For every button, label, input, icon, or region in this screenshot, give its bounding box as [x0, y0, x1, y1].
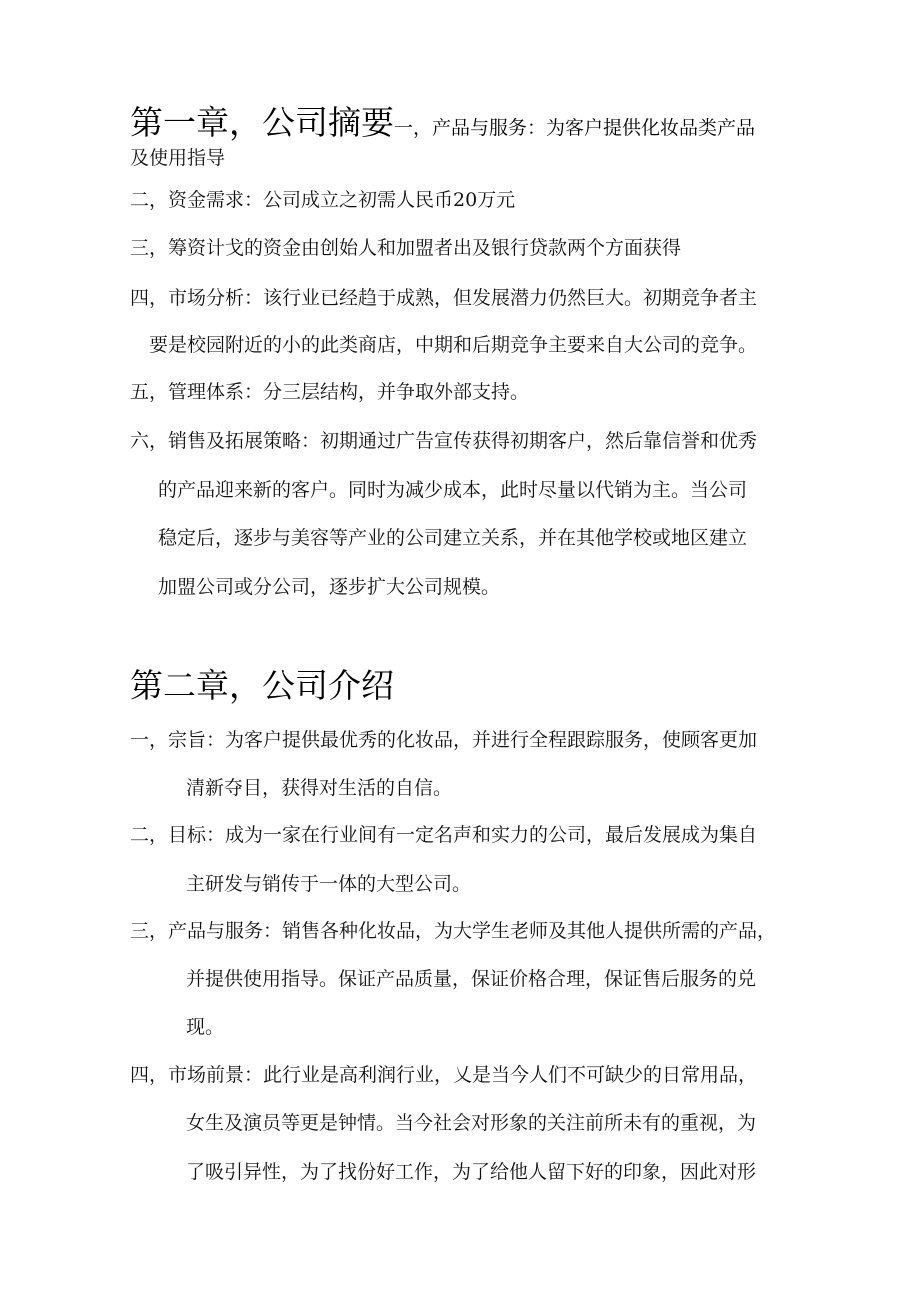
chapter-2-line: 并提供使用指导。保证产品质量，保证价格合理，保证售后服务的兑	[186, 968, 757, 990]
chapter-1-title: 第一章，公司摘要	[130, 103, 394, 142]
chapter-1-line: 三，筹资计戈的资金由创始人和加盟者出及银行贷款两个方面获得	[130, 237, 682, 259]
chapter-1-line: 的产品迎来新的客户。同时为减少成本，此时尽量以代销为主。当公司	[158, 479, 748, 501]
chapter-1-item-1-lead: 一，产品与服务：为客户提供化妆品类产品	[394, 117, 756, 139]
chapter-2-title: 第二章，公司介绍	[130, 666, 394, 705]
chapter-2-line: 三，产品与服务：销售各种化妆品，为大学生老师及其他人提供所需的产品，	[130, 920, 777, 942]
chapter-2-line: 一，宗旨：为客户提供最优秀的化妆品，并进行全程跟踪服务，使顾客更加	[130, 729, 758, 751]
chapter-1-line: 五，管理体系：分三层结构，并争取外部支持。	[130, 381, 530, 403]
chapter-2-line: 了吸引异性，为了找份好工作，为了给他人留下好的印象，因此对形	[186, 1161, 757, 1183]
chapter-2-line: 现。	[186, 1016, 225, 1038]
chapter-2-line: 二，目标：成为一家在行业间有一定名声和实力的公司，最后发展成为集自	[130, 824, 758, 846]
chapter-1-line: 加盟公司或分公司，逐步扩大公司规模。	[158, 576, 501, 598]
chapter-2-line: 清新夺目，获得对生活的自信。	[186, 777, 453, 799]
chapter-2-line: 四，市场前景：此行业是高利润行业，乂是当今人们不可缺少的日常用品，	[130, 1064, 758, 1086]
chapter-1-line: 稳定后，逐步与美容等产业的公司建立关系，并在其他学校或地区建立	[158, 527, 748, 549]
chapter-1-heading	[130, 103, 755, 148]
chapter-1-line: 四，市场分析：该行业已经趋于成熟，但发展潜力仍然巨大。初期竞争者主	[130, 287, 758, 309]
chapter-1-line: 要是校园附近的小的此类商店，中期和后期竞争主要来自大公司的竞争。	[149, 334, 758, 356]
chapter-2-line: 女生及演员等更是钟情。当今社会对形象的关注前所未有的重视，为	[186, 1112, 757, 1134]
chapter-1-line: 及使用指导	[130, 147, 226, 169]
chapter-1-line: 六，销售及拓展策略：初期通过广告宣传获得初期客户，然后靠信誉和优秀	[130, 430, 758, 452]
chapter-1-line: 二，资金需求：公司成立之初需人民币20万元	[130, 189, 516, 211]
chapter-2-line: 主研发与销传于一体的大型公司。	[186, 873, 472, 895]
